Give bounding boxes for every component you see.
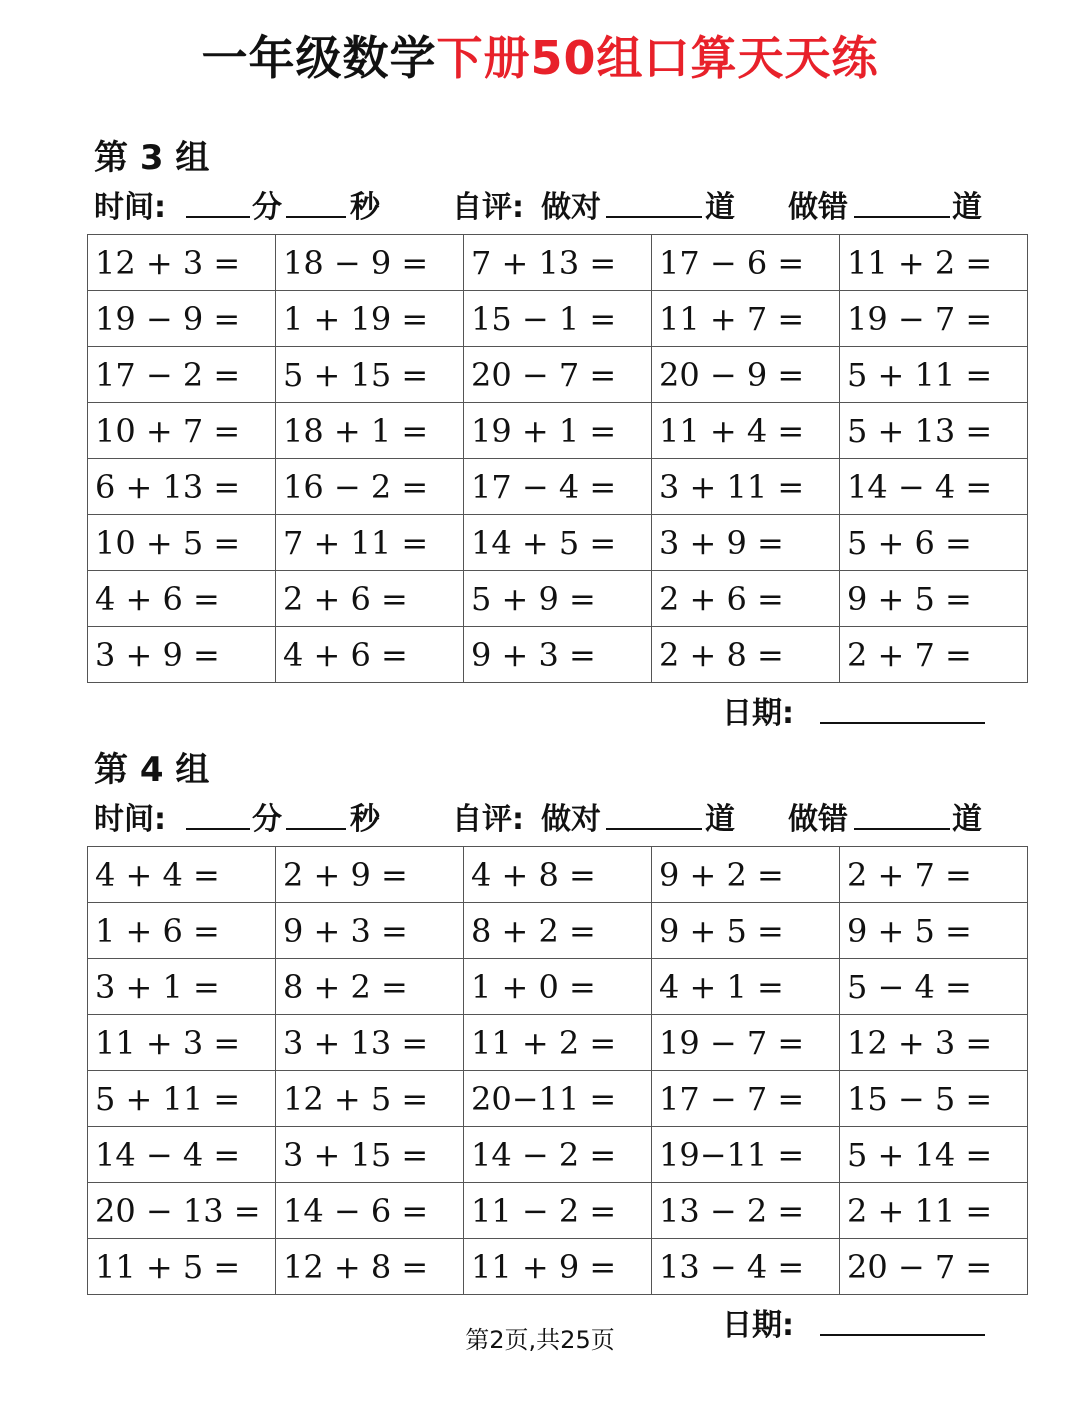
time-label: 时间: xyxy=(94,190,166,225)
self-eval-label: 自评: xyxy=(452,190,524,225)
wrong-blank[interactable] xyxy=(854,216,950,218)
minutes-label: 分 xyxy=(252,802,282,837)
group-title: 第 4 组 xyxy=(94,750,210,790)
date-label: 日期: xyxy=(722,696,794,731)
wrong-blank[interactable] xyxy=(854,828,950,830)
group-title: 第 3 组 xyxy=(94,138,210,178)
page-footer: 第2页,共25页 xyxy=(465,1326,615,1354)
problem-row xyxy=(88,571,1028,627)
problem-cell[interactable]: 1 + 6 = xyxy=(88,903,276,959)
self-eval-label: 自评: xyxy=(452,802,524,837)
problem-cell[interactable]: 2 + 7 = xyxy=(840,627,1028,683)
problem-cell[interactable]: 2 + 9 = xyxy=(276,847,464,903)
minutes-blank[interactable] xyxy=(186,828,250,830)
problem-cell[interactable]: 11 + 9 = xyxy=(464,1239,652,1295)
problem-cell[interactable]: 14 − 6 = xyxy=(276,1183,464,1239)
problem-cell[interactable]: 8 + 2 = xyxy=(276,959,464,1015)
minutes-label: 分 xyxy=(252,190,282,225)
problem-cell[interactable]: 4 + 6 = xyxy=(276,627,464,683)
problem-row xyxy=(88,1071,1028,1127)
problem-cell[interactable]: 3 + 9 = xyxy=(88,627,276,683)
problem-cell[interactable]: 2 + 8 = xyxy=(652,627,840,683)
correct-unit: 道 xyxy=(705,802,735,837)
problem-cell[interactable]: 11 + 5 = xyxy=(88,1239,276,1295)
problem-cell[interactable]: 5 + 11 = xyxy=(840,347,1028,403)
problem-cell[interactable]: 2 + 7 = xyxy=(840,847,1028,903)
problem-cell[interactable]: 5 + 11 = xyxy=(88,1071,276,1127)
problem-cell[interactable]: 11 + 3 = xyxy=(88,1015,276,1071)
problem-row xyxy=(88,1239,1028,1295)
score-line xyxy=(94,794,994,838)
problem-cell[interactable]: 20 − 7 = xyxy=(464,347,652,403)
problem-cell[interactable]: 20−11 = xyxy=(464,1071,652,1127)
problem-cell[interactable]: 14 + 5 = xyxy=(464,515,652,571)
problem-cell[interactable]: 4 + 1 = xyxy=(652,959,840,1015)
problem-cell[interactable]: 18 − 9 = xyxy=(276,235,464,291)
problem-cell[interactable]: 19 + 1 = xyxy=(464,403,652,459)
seconds-blank[interactable] xyxy=(286,216,346,218)
correct-blank[interactable] xyxy=(606,216,702,218)
problem-cell[interactable]: 1 + 0 = xyxy=(464,959,652,1015)
page-title xyxy=(0,22,1080,88)
problem-cell[interactable]: 11 − 2 = xyxy=(464,1183,652,1239)
date-field xyxy=(722,688,992,731)
problem-cell[interactable]: 19 − 7 = xyxy=(652,1015,840,1071)
page-title-black: 一年级数学 xyxy=(201,31,437,85)
wrong-label: 做错 xyxy=(788,802,848,837)
problem-cell[interactable]: 9 + 5 = xyxy=(840,571,1028,627)
wrong-label: 做错 xyxy=(788,190,848,225)
problem-row xyxy=(88,403,1028,459)
problem-row xyxy=(88,1183,1028,1239)
problem-row xyxy=(88,347,1028,403)
seconds-label: 秒 xyxy=(350,190,380,225)
problem-cell[interactable]: 8 + 2 = xyxy=(464,903,652,959)
problem-row xyxy=(88,1127,1028,1183)
problem-cell[interactable]: 4 + 8 = xyxy=(464,847,652,903)
problem-cell[interactable]: 15 − 1 = xyxy=(464,291,652,347)
correct-label: 做对 xyxy=(541,190,601,225)
problem-cell[interactable]: 14 − 2 = xyxy=(464,1127,652,1183)
problem-cell[interactable]: 17 − 7 = xyxy=(652,1071,840,1127)
minutes-blank[interactable] xyxy=(186,216,250,218)
problem-cell[interactable]: 12 + 3 = xyxy=(840,1015,1028,1071)
problem-row xyxy=(88,1015,1028,1071)
correct-label: 做对 xyxy=(541,802,601,837)
problem-cell[interactable]: 20 − 9 = xyxy=(652,347,840,403)
problem-cell[interactable]: 3 + 13 = xyxy=(276,1015,464,1071)
problem-cell[interactable]: 14 − 4 = xyxy=(88,1127,276,1183)
problem-table xyxy=(87,846,1028,1295)
problem-cell[interactable]: 17 − 4 = xyxy=(464,459,652,515)
problem-cell[interactable]: 6 + 13 = xyxy=(88,459,276,515)
problem-cell[interactable]: 9 + 2 = xyxy=(652,847,840,903)
problem-cell[interactable]: 9 + 5 = xyxy=(652,903,840,959)
problem-cell[interactable]: 3 + 11 = xyxy=(652,459,840,515)
wrong-unit: 道 xyxy=(952,802,982,837)
problem-cell[interactable]: 5 + 15 = xyxy=(276,347,464,403)
problem-cell[interactable]: 16 − 2 = xyxy=(276,459,464,515)
problem-cell[interactable]: 2 + 11 = xyxy=(840,1183,1028,1239)
problem-cell[interactable]: 5 + 9 = xyxy=(464,571,652,627)
problem-row xyxy=(88,291,1028,347)
problem-cell[interactable]: 5 − 4 = xyxy=(840,959,1028,1015)
problem-table xyxy=(87,234,1028,683)
problem-row xyxy=(88,459,1028,515)
problem-cell[interactable]: 4 + 6 = xyxy=(88,571,276,627)
problem-cell[interactable]: 11 + 4 = xyxy=(652,403,840,459)
correct-unit: 道 xyxy=(705,190,735,225)
problem-cell[interactable]: 3 + 1 = xyxy=(88,959,276,1015)
problem-cell[interactable]: 10 + 5 = xyxy=(88,515,276,571)
problem-cell[interactable]: 10 + 7 = xyxy=(88,403,276,459)
problem-cell[interactable]: 3 + 15 = xyxy=(276,1127,464,1183)
problem-table-body xyxy=(88,235,1028,683)
score-line xyxy=(94,182,994,226)
problem-cell[interactable]: 5 + 13 = xyxy=(840,403,1028,459)
problem-cell[interactable]: 12 + 8 = xyxy=(276,1239,464,1295)
problem-cell[interactable]: 20 − 13 = xyxy=(88,1183,276,1239)
problem-cell[interactable]: 20 − 7 = xyxy=(840,1239,1028,1295)
time-label: 时间: xyxy=(94,802,166,837)
correct-blank[interactable] xyxy=(606,828,702,830)
problem-cell[interactable]: 11 + 2 = xyxy=(840,235,1028,291)
problem-cell[interactable]: 9 + 5 = xyxy=(840,903,1028,959)
problem-row xyxy=(88,515,1028,571)
problem-cell[interactable]: 17 − 2 = xyxy=(88,347,276,403)
problem-cell[interactable]: 19−11 = xyxy=(652,1127,840,1183)
problem-cell[interactable]: 2 + 6 = xyxy=(276,571,464,627)
problem-cell[interactable]: 1 + 19 = xyxy=(276,291,464,347)
problem-cell[interactable]: 7 + 11 = xyxy=(276,515,464,571)
problem-cell[interactable]: 18 + 1 = xyxy=(276,403,464,459)
problem-cell[interactable]: 12 + 5 = xyxy=(276,1071,464,1127)
problem-cell[interactable]: 11 + 7 = xyxy=(652,291,840,347)
page-title-red: 下册50组口算天天练 xyxy=(436,31,879,85)
problem-row xyxy=(88,235,1028,291)
wrong-unit: 道 xyxy=(952,190,982,225)
problem-cell[interactable]: 5 + 6 = xyxy=(840,515,1028,571)
date-label: 日期: xyxy=(722,1308,794,1343)
problem-cell[interactable]: 17 − 6 = xyxy=(652,235,840,291)
problem-row xyxy=(88,847,1028,903)
seconds-label: 秒 xyxy=(350,802,380,837)
problem-cell[interactable]: 9 + 3 = xyxy=(464,627,652,683)
seconds-blank[interactable] xyxy=(286,828,346,830)
problem-row xyxy=(88,959,1028,1015)
problem-cell[interactable]: 19 − 7 = xyxy=(840,291,1028,347)
problem-cell[interactable]: 15 − 5 = xyxy=(840,1071,1028,1127)
problem-cell[interactable]: 13 − 2 = xyxy=(652,1183,840,1239)
problem-cell[interactable]: 7 + 13 = xyxy=(464,235,652,291)
problem-cell[interactable]: 4 + 4 = xyxy=(88,847,276,903)
problem-cell[interactable]: 3 + 9 = xyxy=(652,515,840,571)
problem-cell[interactable]: 14 − 4 = xyxy=(840,459,1028,515)
problem-table-body xyxy=(88,847,1028,1295)
problem-cell[interactable]: 2 + 6 = xyxy=(652,571,840,627)
problem-row xyxy=(88,627,1028,683)
problem-row xyxy=(88,903,1028,959)
problem-cell[interactable]: 19 − 9 = xyxy=(88,291,276,347)
problem-cell[interactable]: 12 + 3 = xyxy=(88,235,276,291)
problem-cell[interactable]: 5 + 14 = xyxy=(840,1127,1028,1183)
date-blank[interactable] xyxy=(820,722,985,724)
problem-cell[interactable]: 9 + 3 = xyxy=(276,903,464,959)
problem-cell[interactable]: 11 + 2 = xyxy=(464,1015,652,1071)
problem-cell[interactable]: 13 − 4 = xyxy=(652,1239,840,1295)
